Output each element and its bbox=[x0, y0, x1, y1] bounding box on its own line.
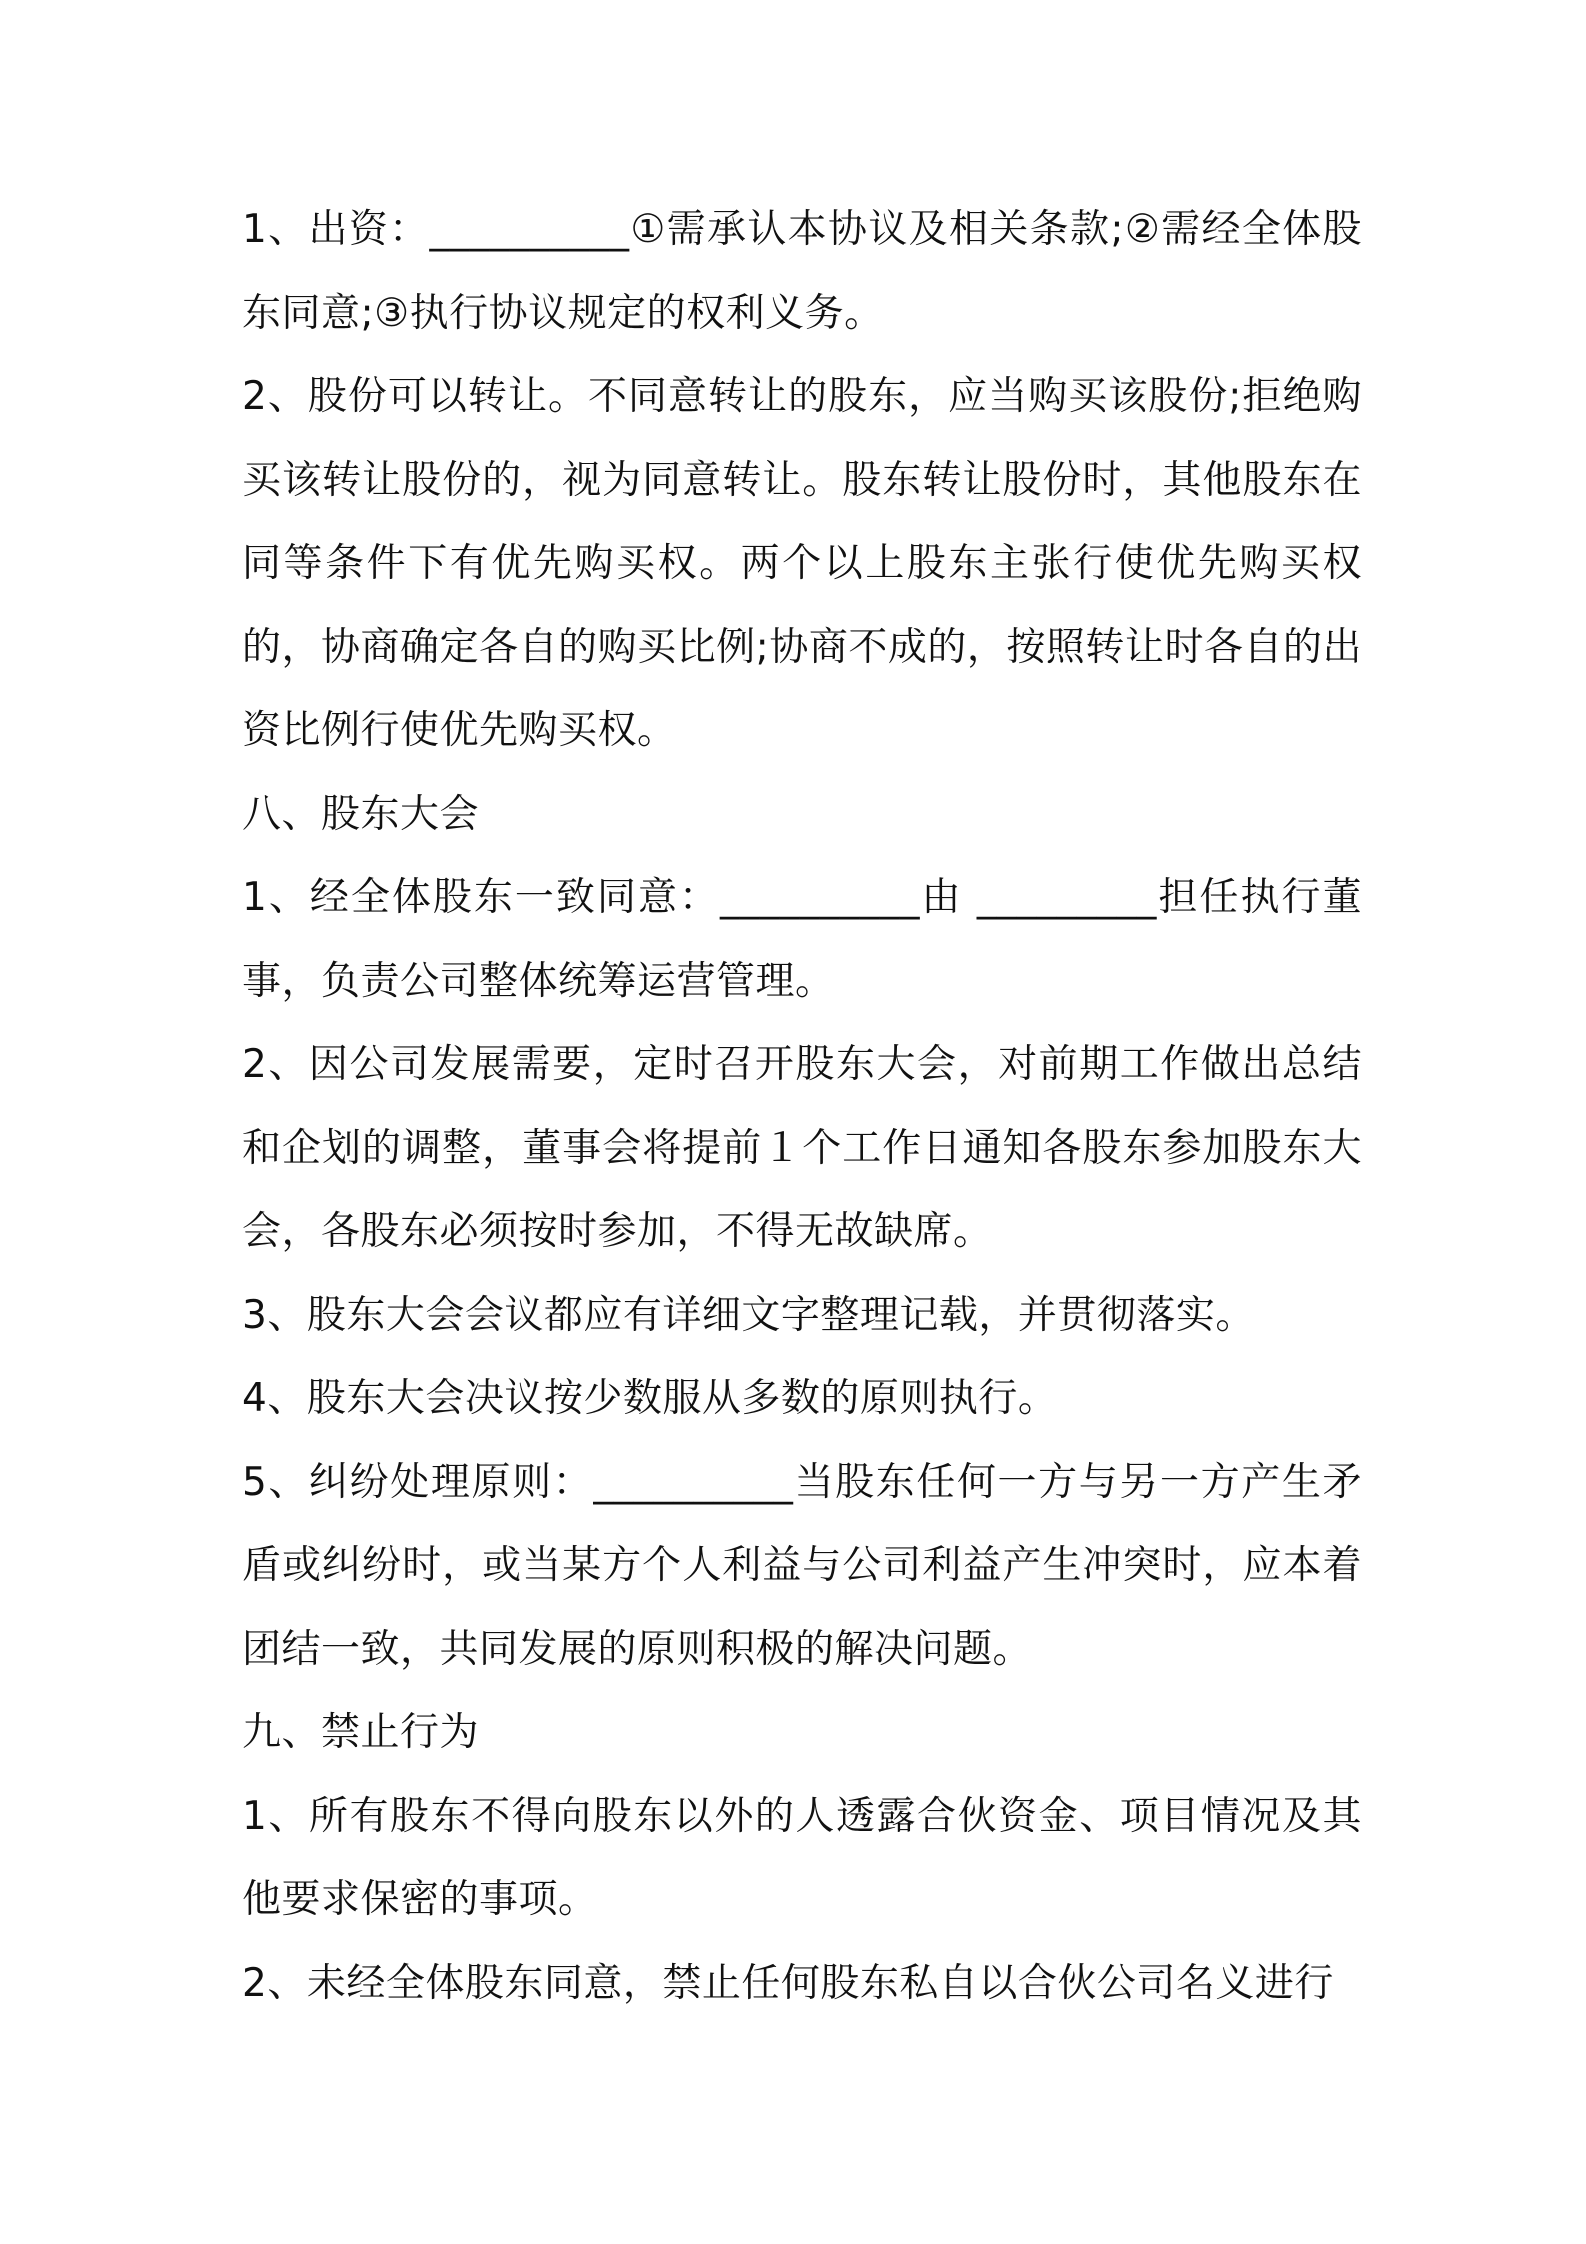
section-heading-shareholders-meeting: 八、股东大会 bbox=[242, 791, 480, 837]
section-heading-prohibited-acts: 九、禁止行为 bbox=[242, 1710, 480, 1755]
clause-majority-rule: 4、股东大会决议按少数服从多数的原则执行。 bbox=[242, 1376, 1058, 1421]
clause-unauthorized-use: 2、未经全体股东同意，禁止任何股东私自以合伙公司名义进行 bbox=[242, 1960, 1334, 2006]
clause-meeting-schedule: 2、因公司发展需要，定时召开股东大会，对前期工作做出总结和企划的调整，董事会将提前１个工作日通知各股东参加股东大会，各股东必须按时参加，不得无故缺席。 bbox=[242, 1042, 1362, 1254]
clause-confidentiality: 1、所有股东不得向股东以外的人透露合伙资金、项目情况及其他要求保密的事项。 bbox=[242, 1793, 1362, 1922]
clause-executive-director: 1、经全体股东一致同意：__________由 _________担任执行董事，负责公司整体统筹运营管理。 bbox=[242, 875, 1362, 1004]
clause-dispute-resolution: 5、纠纷处理原则：__________当股东任何一方与另一方产生矛盾或纠纷时，或当某方个人利益与公司利益产生冲突时，应本着团结一致，共同发展的原则积极的解决问题。 bbox=[242, 1459, 1362, 1672]
document-body bbox=[242, 188, 1362, 2025]
clause-capital-contribution: 1、出资：__________①需承认本协议及相关条款;②需经全体股东同意;③执行协议规定的权利义务。 bbox=[242, 207, 1362, 336]
clause-share-transfer: 2、股份可以转让。不同意转让的股东，应当购买该股份;拒绝购买该转让股份的，视为同意转让。股东转让股份时，其他股东在同等条件下有优先购买权。两个以上股东主张行使优先购买权的，协商确定各自的购买比例;协商不成的，按照转让时各自的出资比例行使优先购买权。 bbox=[242, 374, 1362, 753]
clause-meeting-records: 3、股东大会会议都应有详细文字整理记载，并贯彻落实。 bbox=[242, 1292, 1255, 1338]
